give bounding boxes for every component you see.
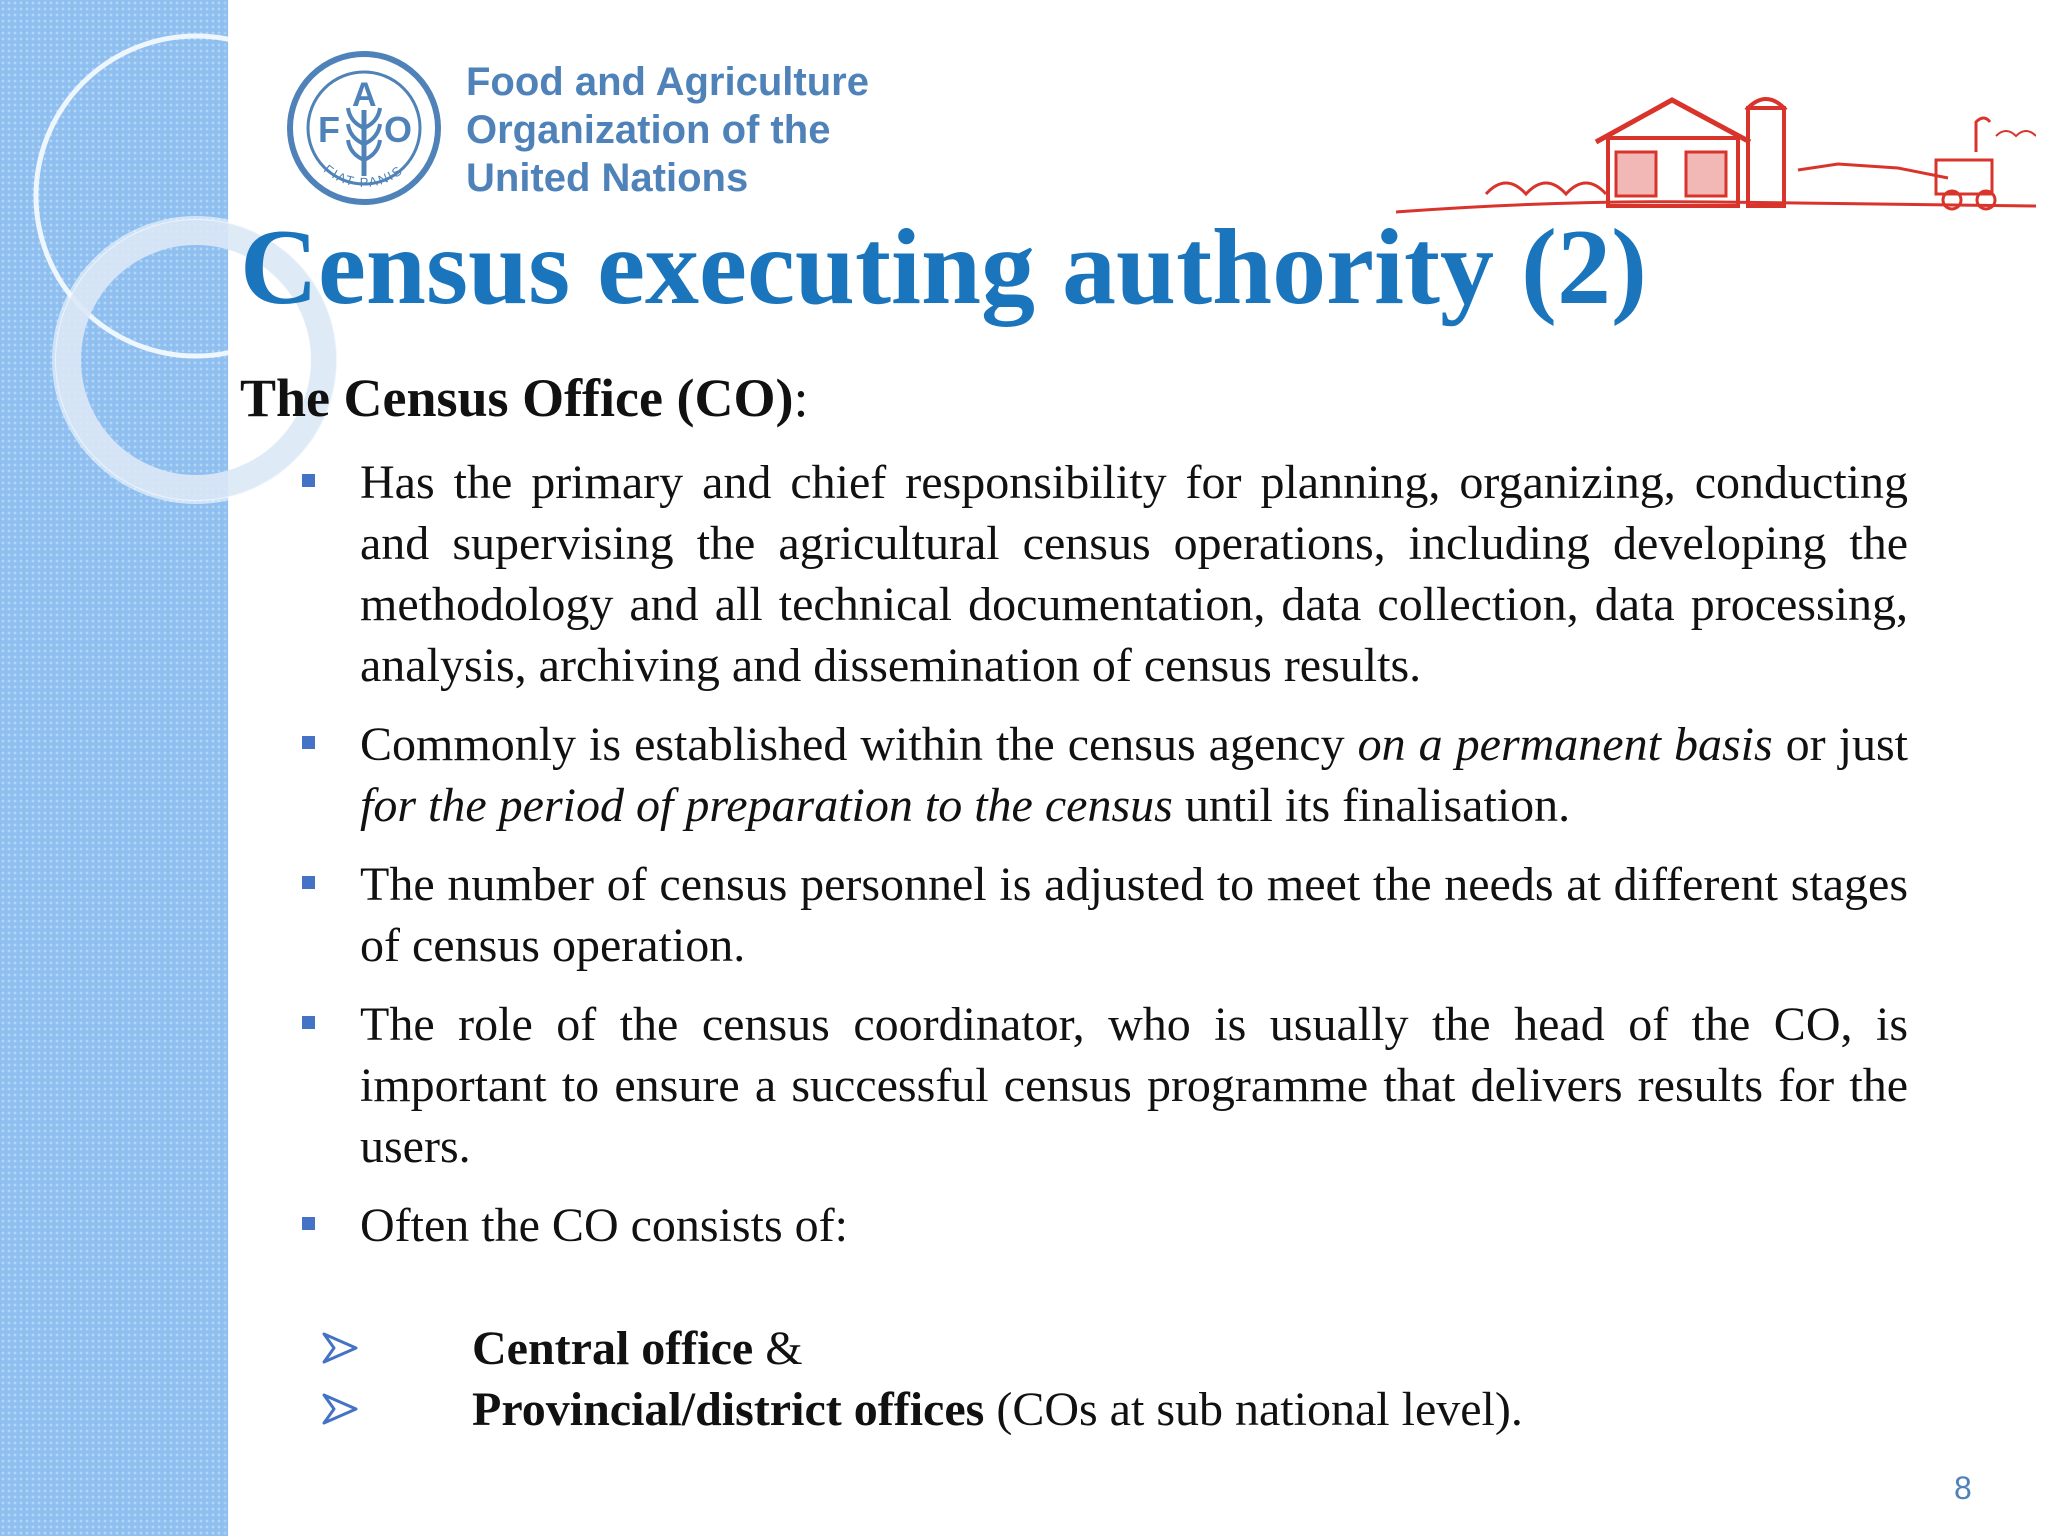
emblem-letter-o: O: [384, 109, 413, 150]
square-bullet-icon: [302, 876, 315, 889]
bullet-item: [300, 714, 1908, 836]
sub-bullet-item: [318, 1318, 1523, 1379]
sub-bullet-bold: Provincial/district offices: [472, 1383, 985, 1436]
bullet-item: [300, 452, 1908, 696]
bullet-text: [360, 858, 1908, 972]
bullet-text-run: The role of the census coordinator, who is usually the head of the CO, is important to ensure a successful census programme that delivers results for the users.: [360, 998, 1908, 1173]
bullet-text-run: Has the primary and chief responsibility for planning, organizing, conducting and supervising the agricultural census operations, including developing the methodology and all technical documentation, data collection, data processing, analysis, archiving and dissemination of census results.: [360, 456, 1908, 692]
bullet-text-run: until its finalisation.: [1172, 779, 1571, 832]
org-name-line-1: Food and Agriculture: [466, 60, 869, 104]
square-bullet-icon: [302, 736, 315, 749]
farm-illustration: [1396, 82, 2036, 218]
emblem-letter-f: F: [318, 109, 340, 150]
emblem-motto: FIAT PANIS: [321, 161, 407, 190]
left-decorative-band: [0, 0, 228, 1536]
subheading-suffix: :: [793, 368, 809, 428]
emblem-letter-a: A: [352, 76, 377, 114]
page-number: 8: [1954, 1470, 1972, 1506]
bullet-list: [300, 452, 1908, 1274]
square-bullet-icon: [302, 474, 315, 487]
org-name-line-3: United Nations: [466, 156, 749, 200]
slide-title: Census executing authority (2): [240, 208, 1647, 327]
sub-bullet-rest: &: [753, 1322, 803, 1375]
bullet-text: [360, 998, 1908, 1173]
fao-organization-name: [466, 58, 869, 202]
arrowhead-bullet-icon: [322, 1391, 358, 1427]
fao-emblem-icon: [284, 48, 444, 208]
square-bullet-icon: [302, 1217, 315, 1230]
bullet-item: [300, 854, 1908, 976]
bullet-text-italic: for the period of preparation to the census: [360, 779, 1173, 832]
bullet-text: [360, 456, 1908, 692]
org-name-line-2: Organization of the: [466, 108, 831, 152]
bullet-text-italic: on a permanent basis: [1357, 718, 1773, 771]
bullet-text-run: or just: [1772, 718, 1909, 771]
bullet-text: [360, 1199, 848, 1252]
bullet-item: [300, 1195, 1908, 1256]
arrowhead-bullet-icon: [322, 1330, 358, 1366]
left-band-fade: [220, 0, 230, 1536]
bullet-text-run: Commonly is established within the census agency: [360, 718, 1358, 771]
bullet-text-run: Often the CO consists of:: [360, 1199, 848, 1252]
subheading-bold: The Census Office (CO): [240, 368, 794, 428]
sub-bullet-list: [318, 1318, 1523, 1440]
bullet-text: [360, 718, 1908, 832]
section-subheading: [240, 366, 808, 430]
sub-bullet-item: [318, 1379, 1523, 1440]
bullet-text-run: The number of census personnel is adjusted to meet the needs at different stages of census operation.: [360, 858, 1908, 972]
square-bullet-icon: [302, 1016, 315, 1029]
bullet-item: [300, 994, 1908, 1177]
sub-bullet-bold: Central office: [472, 1322, 754, 1375]
sub-bullet-rest: (COs at sub national level).: [984, 1383, 1523, 1436]
